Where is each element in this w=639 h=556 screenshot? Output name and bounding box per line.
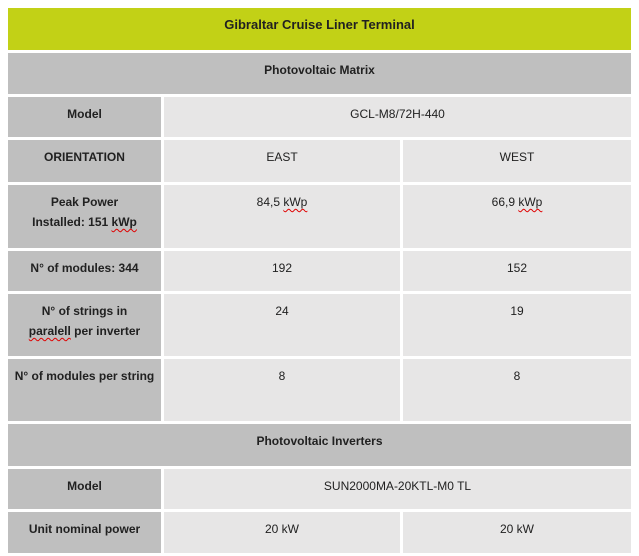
orientation-west: WEST <box>403 140 631 182</box>
table-title: Gibraltar Cruise Liner Terminal <box>8 8 631 50</box>
inverter-model-value: SUN2000MA-20KTL-M0 TL <box>164 469 631 509</box>
strings-east: 24 <box>164 294 400 356</box>
row-label-modules: N° of modules: 344 <box>8 251 161 291</box>
pv-spec-table <box>8 8 631 553</box>
peak-power-label-line1: Peak Power <box>50 195 119 209</box>
modules-east: 192 <box>164 251 400 291</box>
orientation-east: EAST <box>164 140 400 182</box>
modules-per-string-east: 8 <box>164 359 400 421</box>
strings-west: 19 <box>403 294 631 356</box>
strings-label-line2: paralell per inverter <box>28 324 141 338</box>
spellcheck-underline: kWp <box>518 195 543 209</box>
peak-power-west: 66,9 kWp <box>403 185 631 248</box>
unit-nominal-power-east: 20 kW <box>164 512 400 553</box>
row-label-inverter-model: Model <box>8 469 161 509</box>
strings-label-line1: N° of strings in <box>41 304 128 318</box>
section-header-photovoltaic-matrix: Photovoltaic Matrix <box>8 53 631 94</box>
row-label-model: Model <box>8 97 161 137</box>
section-header-photovoltaic-inverters: Photovoltaic Inverters <box>8 424 631 466</box>
row-label-peak-power <box>8 185 161 248</box>
row-label-strings <box>8 294 161 356</box>
peak-power-east: 84,5 kWp <box>164 185 400 248</box>
row-label-modules-per-string: N° of modules per string <box>8 359 161 421</box>
spellcheck-underline: paralell <box>28 324 71 338</box>
spellcheck-underline: kWp <box>283 195 308 209</box>
unit-nominal-power-west: 20 kW <box>403 512 631 553</box>
modules-west: 152 <box>403 251 631 291</box>
model-value: GCL-M8/72H-440 <box>164 97 631 137</box>
row-label-unit-nominal-power: Unit nominal power <box>8 512 161 553</box>
peak-power-label-line2: Installed: 151 kWp <box>32 215 137 229</box>
row-label-orientation: ORIENTATION <box>8 140 161 182</box>
spellcheck-underline: kWp <box>111 215 137 229</box>
modules-per-string-west: 8 <box>403 359 631 421</box>
